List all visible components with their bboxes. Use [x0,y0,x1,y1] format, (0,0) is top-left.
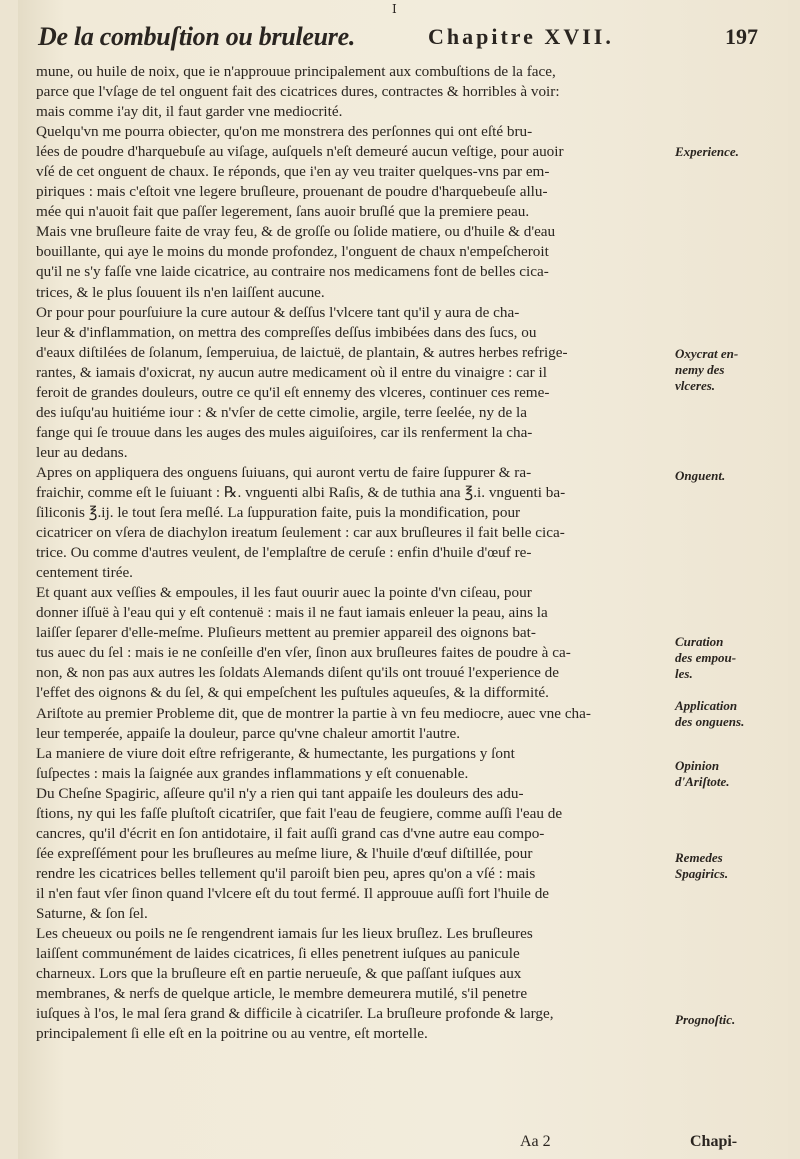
text-line: rendre les cicatrices belles tellement qu'il paroiſt bien peu, apres qu'on a vſé : mais [36,864,536,882]
text-line: bouillante, qui aye le moins du monde profondez, l'onguent de chaux n'empeſcheroit [36,243,549,261]
margin-note-line: vlceres. [675,378,716,393]
text-line: La maniere de viure doit eſtre refrigerante, & humectante, les purgations y ſont [36,744,515,762]
text-line: fange qui ſe trouue dans les auges des mules aiguiſoires, car ils renferment la cha- [36,423,533,441]
text-line: iuſques à l'os, le mal ſera grand & difficile à cicatriſer. La bruſleure profonde & large, [36,1005,554,1023]
margin-note-line: Spagirics. [675,866,729,881]
chapter-heading: Chapitre XVII. [428,24,614,49]
text-line: ſtions, ny qui les faſſe pluſtoſt cicatriſer, que fait l'eau de feugiere, comme auſſi l'eau de [36,804,563,822]
text-line: piriques : mais c'eſtoit vne legere bruſleure, prouenant de poudre d'harquebeuſe allu- [36,183,548,201]
body-text [36,62,666,1044]
text-line: leur au dedans. [36,443,128,461]
margin-note-line: d'Ariſtote. [675,774,730,789]
running-header [38,18,758,58]
margin-note-remedes [675,850,787,882]
text-line: il n'en faut vſer ſinon quand l'vlcere eſt du tout fermé. Il approuue auſſi fort l'huile de [36,884,550,902]
text-line: trices, & le plus ſouuent ils n'en laiſſent aucune. [36,283,325,301]
text-line: Quelqu'vn me pourra obiecter, qu'on me monstrera des perſonnes qui ont eſté bru- [36,123,533,141]
text-line: tus auec du ſel : mais ie ne conſeille d'en vſer, ſinon aux bruſleures faites de poudre à ca- [36,644,571,662]
margin-note-line: Opinion [675,758,720,773]
text-line: Mais vne bruſleure faite de vray feu, & de groſſe ou ſolide matiere, ou d'huile & d'eau [36,223,556,241]
text-line: ſée expreſſément pour les bruſleures au meſme liure, & l'huile d'œuf diſtillée, pour [36,844,533,862]
text-line: Les cheueux ou poils ne ſe rengendrent iamais ſur les lieux bruſlez. Les bruſleures [36,925,533,943]
margin-note-oxycrat [675,346,787,394]
text-line: parce que l'vſage de tel onguent fait des cicatrices dures, contractes & horribles à voir: [36,83,560,101]
text-line: ſuſpectes : mais la ſaignée aux grandes inflammations y eſt conuenable. [36,764,469,782]
text-line: Ariſtote au premier Probleme dit, que de montrer la partie à vn feu mediocre, auec vne cha- [36,704,591,722]
margin-note-experience [675,144,787,160]
text-line: d'eaux diſtilées de ſolanum, ſemperuiua, de laictuë, de plantain, & autres herbes refrige- [36,343,568,361]
text-line: Et quant aux veſſies & empoules, il les faut ouurir auec la pointe d'vn ciſeau, pour [36,584,532,602]
text-line: Apres on appliquera des onguens ſuiuans, qui auront vertu de faire ſuppurer & ra- [36,463,532,481]
text-line: leur & d'inflammation, on mettra des compreſſes deſſus imbibées dans des ſucs, ou [36,323,537,341]
text-line: laiſſent communément de laides cicatrices, ſi elles penetrent iuſques au panicule [36,945,520,963]
text-line: mune, ou huile de noix, que ie n'approuue principalement aux combuſtions de la face, [36,63,556,80]
margin-note-onguent [675,468,787,484]
text-line: Du Cheſne Spagiric, aſſeure qu'il n'y a rien qui tant appaiſe les douleurs des adu- [36,784,524,802]
text-line: charneux. Lors que la bruſleure eſt en partie nerueuſe, & que paſſant iuſques aux [36,965,522,983]
page-number: 197 [725,24,758,49]
margin-note-line: Experience. [675,144,739,159]
text-line: mée qui n'auoit fait que paſſer legerement, ſans auoir bruſlé que la premiere peau. [36,203,530,221]
text-line: fraichir, comme eſt le ſuiuant : ℞. vnguenti albi Raſis, & de tuthia ana ℥.i. vnguenti ba- [36,483,566,501]
text-line: vſé de cet onguent de chaux. Ie réponds, que i'en ay veu traiter quelques-vns par em- [36,163,550,181]
text-line: laiſſer ſeparer d'elle-meſme. Pluſieurs mettent au premier appareil des oignons bat- [36,624,536,642]
margin-note-line: Onguent. [675,468,726,483]
text-line: principalement ſi elle eſt en la poitrine ou au ventre, eſt mortelle. [36,1025,428,1043]
text-line: leur temperée, appaiſe la douleur, parce qu'vne chaleur amortit l'autre. [36,724,461,742]
margin-note-line: Oxycrat en- [675,346,739,361]
margin-note-aristote [675,758,787,790]
text-line: cancres, qu'il d'écrit en ſon antidotaire, il fait auſſi grand cas d'vne autre eau compo- [36,824,545,842]
margin-note-line: des empou- [675,650,737,665]
margin-note-line: les. [675,666,693,681]
text-line: Saturne, & ſon ſel. [36,904,148,922]
text-line: mais comme i'ay dit, il faut garder vne mediocrité. [36,103,343,121]
margin-note-line: Remedes [675,850,723,865]
text-line: des iuſqu'au huitiéme iour : & n'vſer de cette cimolie, argile, terre ſeelée, ny de la [36,403,528,421]
text-line: donner iſſuë à l'eau qui y eſt contenuë : mais il ne faut iamais enleuer la peau, ains la [36,604,548,622]
margin-note-prognostic [675,1012,787,1028]
margin-note-line: des onguens. [675,714,745,729]
signature-mark: Aa 2 [520,1133,551,1150]
running-title: De la combuſtion ou bruleure. [38,22,356,51]
text-line: feroit de grandes douleurs, outre ce qu'il eſt ennemy des vlceres, continuer ces reme- [36,383,550,401]
text-line: cicatricer on vſera de diachylon ireatum ſeulement : car aux bruſleures il fait belle cica- [36,524,565,542]
margin-note-line: Application [675,698,738,713]
margin-note-curation [675,634,787,682]
text-line: qu'il ne s'y faſſe vne laide cicatrice, au contraire nos medicamens font de belles cica- [36,263,549,281]
text-line: non, & non pas aux autres les ſoldats Alemands diſent qu'ils ont trouué l'experience de [36,664,559,682]
text-line: rantes, & iamais d'oxicrat, ny aucun autre medicament où il entre du vinaigre : car il [36,363,547,381]
text-line: lées de poudre d'harquebuſe au viſage, auſquels n'eſt demeuré aucun veſtige, pour auoir [36,143,564,161]
top-marker: I [392,2,397,16]
margin-note-line: Curation [675,634,724,649]
margin-note-line: Prognoſtic. [675,1012,736,1027]
catchword: Chapi- [690,1133,738,1150]
text-line: l'effet des oignons & du ſel, & qui empeſchent les puſtules aqueuſes, & la difformité. [36,684,549,702]
text-line: Or pour pour pourſuiure la cure autour & deſſus l'vlcere tant qu'il y aura de cha- [36,303,520,321]
margin-note-line: nemy des [675,362,725,377]
margin-note-application [675,698,787,730]
text-line: trice. Ou comme d'autres veulent, de l'emplaſtre de ceruſe : enfin d'huile d'œuf re- [36,544,532,562]
text-line: ſiliconis ℥.ij. le tout ſera meſlé. La ſuppuration faite, puis la mondification, pour [36,504,521,522]
text-line: membranes, & nerfs de quelque article, le membre demeurera mutilé, s'il penetre [36,985,528,1003]
text-line: centement tirée. [36,564,133,582]
